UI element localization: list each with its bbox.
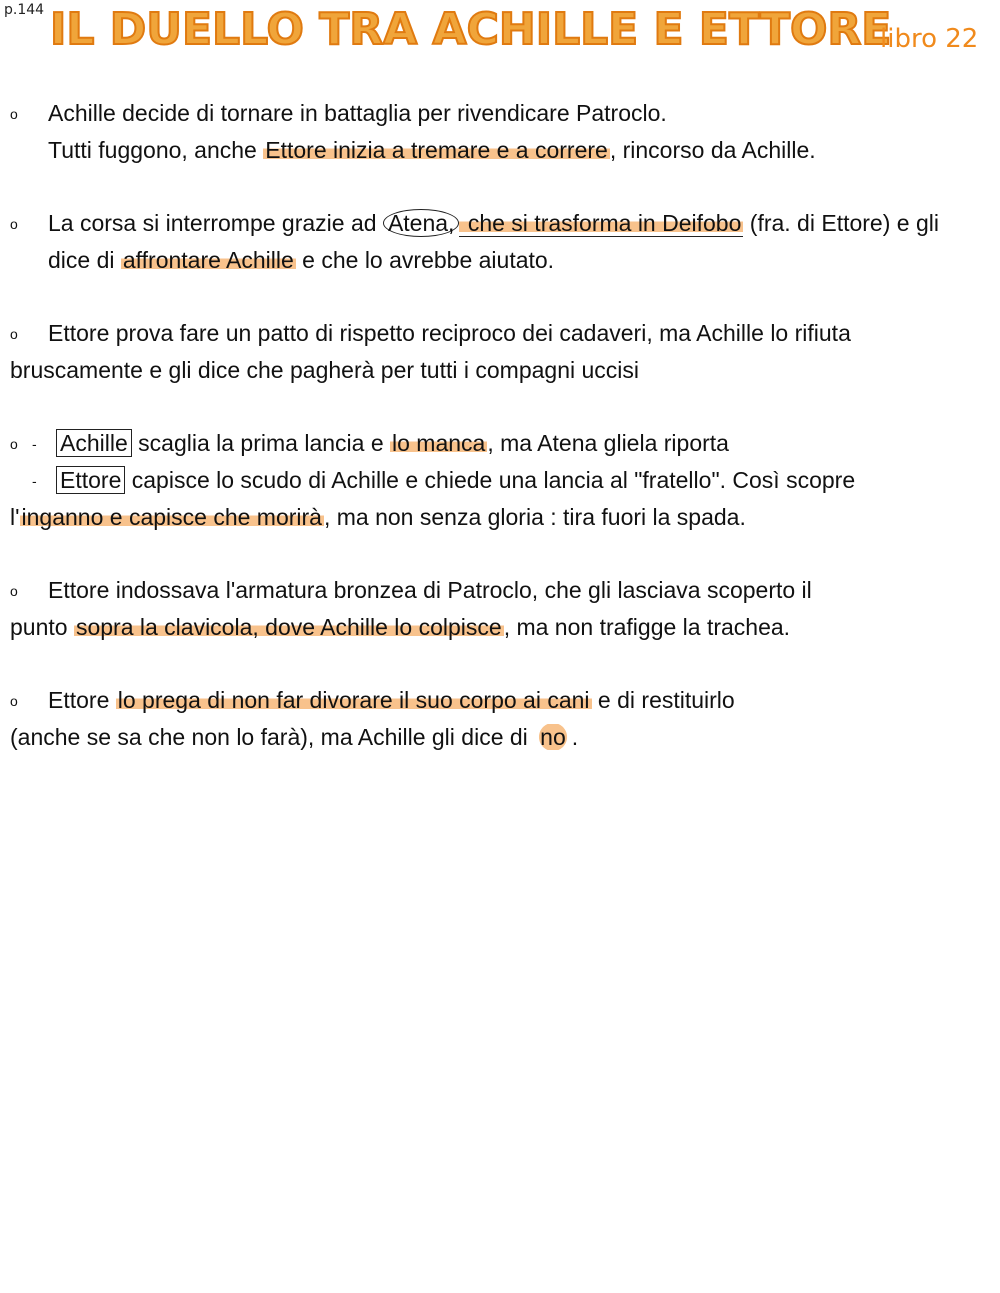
note-text: capisce lo scudo di Achille e chiede una lancia al "fratello". Così scopre <box>125 467 856 493</box>
bullet-icon: o <box>10 106 18 123</box>
note-text: , ma Atena gliela riporta <box>487 430 729 456</box>
page-title: IL DUELLO TRA ACHILLE E ETTORE <box>50 4 892 55</box>
note-text: Tutti fuggono, anche <box>48 137 264 163</box>
note-6 <box>10 682 985 756</box>
highlight: lo prega di non far divorare il suo corpo ai cani <box>117 687 590 713</box>
note-3 <box>10 315 985 389</box>
note-text: scaglia la prima lancia e <box>131 430 390 456</box>
page-number: p.144 <box>4 2 45 18</box>
note-text: e di restituirlo <box>591 687 735 713</box>
boxed-word: Achille <box>56 429 132 457</box>
note-text: , ma non trafigge la trachea. <box>503 614 791 640</box>
note-text: (fra. di Ettore) e gli <box>743 210 939 236</box>
bullet-icon: o <box>10 583 18 600</box>
note-text: Ettore <box>48 687 116 713</box>
highlight: affrontare Achille <box>122 247 294 273</box>
note-text: Ettore indossava l'armatura bronzea di Patroclo, che gli lasciava scoperto il <box>48 577 812 603</box>
highlight: Ettore inizia a tremare e a correre <box>265 137 608 163</box>
highlight: sopra la clavicola, dove Achille lo colpisce <box>75 614 502 640</box>
note-text: (anche se sa che non lo farà), ma Achille gli dice di <box>10 724 535 750</box>
highlight: inganno e capisce che morirà <box>21 504 322 530</box>
note-text: , rincorso da Achille. <box>609 137 816 163</box>
note-text: l' <box>10 504 20 530</box>
note-text: , ma non senza gloria : tira fuori la spada. <box>323 504 746 530</box>
bullet-icon: o <box>10 693 18 710</box>
note-text: La corsa si interrompe grazie ad <box>48 210 383 236</box>
highlight-dot: no <box>534 724 572 750</box>
note-text: e che lo avrebbe aiutato. <box>295 247 555 273</box>
book-label: libro 22 <box>880 24 979 54</box>
note-4 <box>10 425 985 536</box>
note-2 <box>10 205 985 279</box>
note-text: Ettore prova fare un patto di rispetto reciproco dei cadaveri, ma Achille lo rifiuta <box>48 320 851 346</box>
boxed-word: Ettore <box>56 466 125 494</box>
highlight: lo manca <box>392 430 486 456</box>
note-5 <box>10 572 985 646</box>
note-text: bruscamente e gli dice che pagherà per tutti i compagni uccisi <box>10 357 640 383</box>
note-1 <box>10 95 985 169</box>
bullet-icon: o <box>10 326 18 343</box>
note-text: Achille decide di tornare in battaglia per rivendicare Patroclo. <box>48 100 667 126</box>
dash-icon: - <box>32 473 37 490</box>
bullet-icon: o <box>10 436 18 453</box>
note-text: dice di <box>48 247 121 273</box>
dash-icon: - <box>32 436 37 453</box>
highlight: che si trasforma in Deifobo <box>461 210 742 236</box>
note-text: . <box>571 724 579 750</box>
bullet-icon: o <box>10 216 18 233</box>
circled-word: Atena, <box>383 209 460 237</box>
note-text: punto <box>10 614 74 640</box>
notes-body <box>10 95 985 792</box>
underlined-text <box>459 210 743 237</box>
